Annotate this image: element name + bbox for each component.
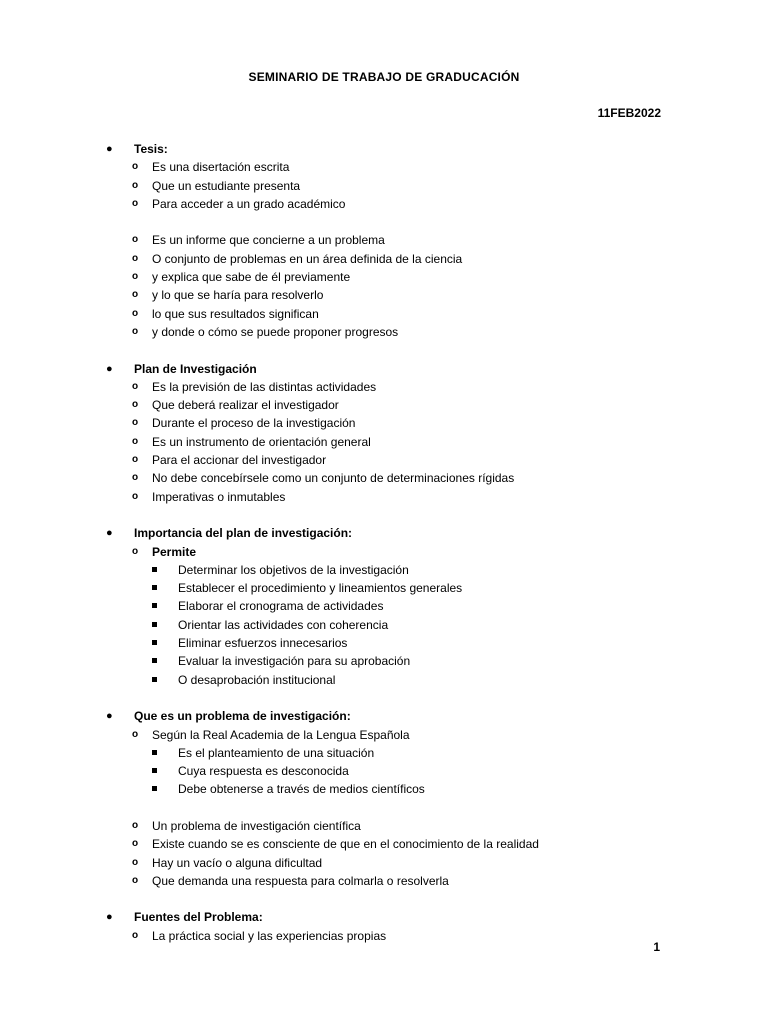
circle-bullet-icon: o	[132, 417, 139, 429]
list-item: o Es un informe que concierne a un problema	[132, 233, 385, 248]
section-heading-tesis	[0, 140, 768, 158]
circle-bullet-icon: o	[132, 856, 139, 868]
list-item: o y explica que sabe de él previamente	[132, 270, 351, 285]
section-heading-importancia	[0, 524, 768, 542]
list-item: o Hay un vacío o alguna dificultad	[132, 855, 323, 870]
section-heading-plan	[0, 360, 768, 378]
bullet-icon: ●	[106, 362, 113, 375]
bullet-icon: ●	[106, 911, 113, 924]
circle-bullet-icon: o	[132, 435, 139, 447]
circle-bullet-icon: o	[132, 819, 139, 831]
circle-bullet-icon: o	[132, 838, 139, 850]
circle-bullet-icon: o	[132, 472, 139, 484]
spacer	[0, 506, 768, 524]
heading-text: Que es un problema de investigación:	[134, 709, 351, 724]
list-item: o Durante el proceso de la investigación	[132, 416, 356, 431]
list-item: o Que un estudiante presenta	[132, 178, 301, 193]
list-item: Eliminar esfuerzos innecesarios	[0, 634, 768, 652]
list-item: o Que deberá realizar el investigador	[132, 398, 339, 413]
heading-text: Fuentes del Problema:	[134, 910, 263, 925]
list-item: o Es un instrumento de orientación general	[132, 434, 371, 449]
bullet-icon: ●	[106, 143, 113, 155]
list-item: o No debe concebírsele como un conjunto de determinaciones rígidas	[132, 471, 515, 486]
list-item: o Que demanda una respuesta para colmarla o resolverla	[132, 873, 449, 888]
heading-text: Plan de Investigación	[134, 361, 257, 376]
circle-bullet-icon: o	[132, 307, 139, 319]
list-item: Cuya respuesta es desconocida	[0, 762, 768, 780]
circle-bullet-icon: o	[132, 454, 139, 466]
circle-bullet-icon: o	[132, 325, 139, 337]
square-bullet-icon	[152, 786, 157, 791]
spacer	[0, 689, 768, 707]
circle-bullet-icon: o	[132, 490, 139, 502]
square-bullet-icon	[152, 750, 157, 755]
square-bullet-icon	[152, 640, 157, 645]
square-bullet-icon	[152, 677, 157, 682]
circle-bullet-icon: o	[132, 252, 139, 264]
circle-bullet-icon: o	[132, 399, 139, 411]
list-item: o Existe cuando se es consciente de que en el conocimiento de la realidad	[132, 837, 539, 852]
section-heading-fuentes	[0, 908, 768, 926]
circle-bullet-icon: o	[132, 179, 139, 191]
list-item: o Según la Real Academia de la Lengua Española	[132, 727, 410, 742]
square-bullet-icon	[152, 622, 157, 627]
list-item: o lo que sus resultados significan	[132, 306, 319, 321]
list-item: O desaprobación institucional	[0, 671, 768, 689]
list-item: o Para acceder a un grado académico	[132, 196, 346, 211]
square-bullet-icon	[152, 585, 157, 590]
heading-text: Importancia del plan de investigación:	[134, 526, 353, 541]
spacer	[0, 213, 768, 231]
circle-bullet-icon: o	[132, 545, 139, 557]
list-item: o Es una disertación escrita	[132, 160, 290, 175]
list-item: Evaluar la investigación para su aprobación	[0, 652, 768, 670]
list-item: o y lo que se haría para resolverlo	[132, 288, 324, 303]
list-item: o Es la previsión de las distintas actividades	[132, 379, 377, 394]
circle-bullet-icon: o	[132, 161, 139, 173]
list-item: Establecer el procedimiento y lineamientos generales	[0, 579, 768, 597]
list-item: Orientar las actividades con coherencia	[0, 616, 768, 634]
bullet-icon: ●	[106, 710, 113, 723]
list-item: o Para el accionar del investigador	[132, 453, 327, 468]
document-title: SEMINARIO DE TRABAJO DE GRADUCACIÓN	[248, 70, 520, 84]
circle-bullet-icon: o	[132, 197, 139, 209]
list-item: o O conjunto de problemas en un área definida de la ciencia	[132, 251, 463, 266]
circle-bullet-icon: o	[132, 271, 139, 283]
square-bullet-icon	[152, 768, 157, 773]
list-item: o Imperativas o inmutables	[132, 489, 286, 504]
circle-bullet-icon: o	[132, 234, 139, 246]
section-heading-problema	[0, 707, 768, 725]
list-item: o Un problema de investigación científica	[132, 818, 361, 833]
circle-bullet-icon: o	[132, 929, 139, 941]
document-body	[0, 140, 768, 945]
list-item: Elaborar el cronograma de actividades	[0, 597, 768, 615]
square-bullet-icon	[152, 658, 157, 663]
spacer	[0, 341, 768, 359]
circle-bullet-icon: o	[132, 289, 139, 301]
list-item: o y donde o cómo se puede proponer progresos	[132, 324, 399, 339]
sub-heading-permite: o Permite	[132, 544, 197, 559]
list-item: Debe obtenerse a través de medios científicos	[0, 780, 768, 798]
list-item: Es el planteamiento de una situación	[0, 744, 768, 762]
square-bullet-icon	[152, 567, 157, 572]
page-number: 1	[653, 940, 660, 954]
heading-text: Tesis:	[134, 142, 168, 156]
spacer	[0, 890, 768, 908]
list-item: Determinar los objetivos de la investigación	[0, 561, 768, 579]
spacer	[0, 799, 768, 817]
circle-bullet-icon: o	[132, 874, 139, 886]
document-date: 11FEB2022	[597, 106, 661, 120]
circle-bullet-icon: o	[132, 380, 139, 392]
square-bullet-icon	[152, 603, 157, 608]
circle-bullet-icon: o	[132, 728, 139, 740]
bullet-icon: ●	[106, 527, 113, 540]
list-item: o La práctica social y las experiencias propias	[132, 928, 387, 943]
